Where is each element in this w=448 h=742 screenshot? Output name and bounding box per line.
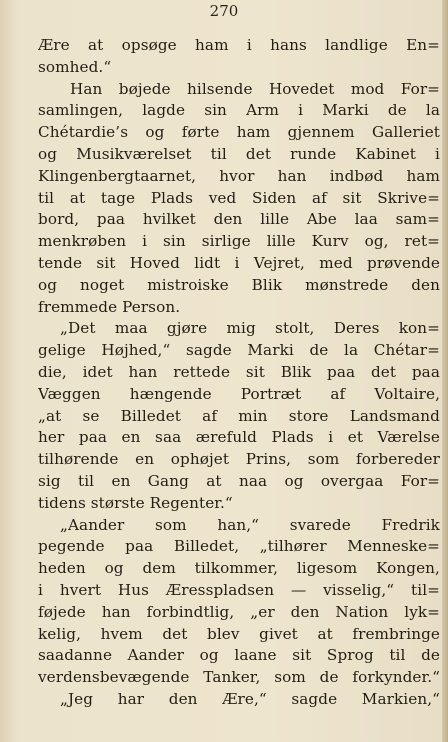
body-text	[38, 35, 440, 711]
text-line: føjede han forbindtlig, „er den Nation lyk=	[38, 602, 440, 621]
text-line: fremmede Person.	[38, 297, 181, 316]
text-line: „Jeg har den Ære,“ sagde Markien,“	[60, 689, 440, 708]
text-line: Chétardie’s og førte ham gjennem Galleriet	[38, 123, 440, 142]
text-line: menkrøben i sin sirlige lille Kurv og, ret=	[38, 232, 440, 251]
page-number: 270	[209, 2, 239, 20]
text-line: „Det maa gjøre mig stolt, Deres kon=	[60, 319, 440, 338]
text-line: verdensbevægende Tanker, som de forkynder.“	[38, 668, 440, 687]
text-line: her paa en saa ærefuld Plads i et Værelse	[38, 428, 440, 447]
text-line: tilhørende en ophøjet Prins, som forbereder	[38, 450, 440, 469]
text-line: Han bøjede hilsende Hovedet mod For=	[70, 79, 440, 98]
text-line: tende sit Hoved lidt i Vejret, med prøvende	[38, 253, 440, 272]
text-line: gelige Højhed,“ sagde Marki de la Chétar=	[38, 341, 440, 360]
text-line: Ære at opsøge ham i hans landlige En=	[38, 36, 440, 54]
text-line: i hvert Hus Æresspladsen — visselig,“ til=	[38, 580, 440, 599]
text-line: Væggen hængende Portræt af Voltaire,	[38, 384, 440, 403]
text-line: og Musikværelset til det runde Kabinet i	[38, 144, 440, 163]
text-line: bord, paa hvilket den lille Abe laa sam=	[38, 210, 440, 229]
text-line: die, idet han rettede sit Blik paa det paa	[38, 362, 440, 381]
text-line: Klingenbergtaarnet, hvor han indbød ham	[38, 166, 440, 185]
page-edge	[442, 0, 448, 742]
text-line: til at tage Plads ved Siden af sit Skrive=	[38, 188, 440, 207]
text-line: og noget mistroiske Blik mønstrede den	[38, 275, 440, 294]
text-line: somhed.“	[38, 57, 112, 76]
text-line: saadanne Aander og laane sit Sprog til de	[38, 646, 440, 665]
text-line: kelig, hvem det blev givet at frembringe	[38, 624, 440, 643]
text-line: „Aander som han,“ svarede Fredrik	[60, 515, 440, 534]
text-line: sig til en Gang at naa og overgaa For=	[38, 471, 440, 490]
text-line: „at se Billedet af min store Landsmand	[38, 406, 440, 425]
text-line: tidens største Regenter.“	[38, 493, 233, 512]
text-line: pegende paa Billedet, „tilhører Menneske=	[38, 537, 440, 556]
text-line: samlingen, lagde sin Arm i Marki de la	[38, 101, 440, 120]
text-line: heden og dem tilkommer, ligesom Kongen,	[38, 559, 440, 578]
